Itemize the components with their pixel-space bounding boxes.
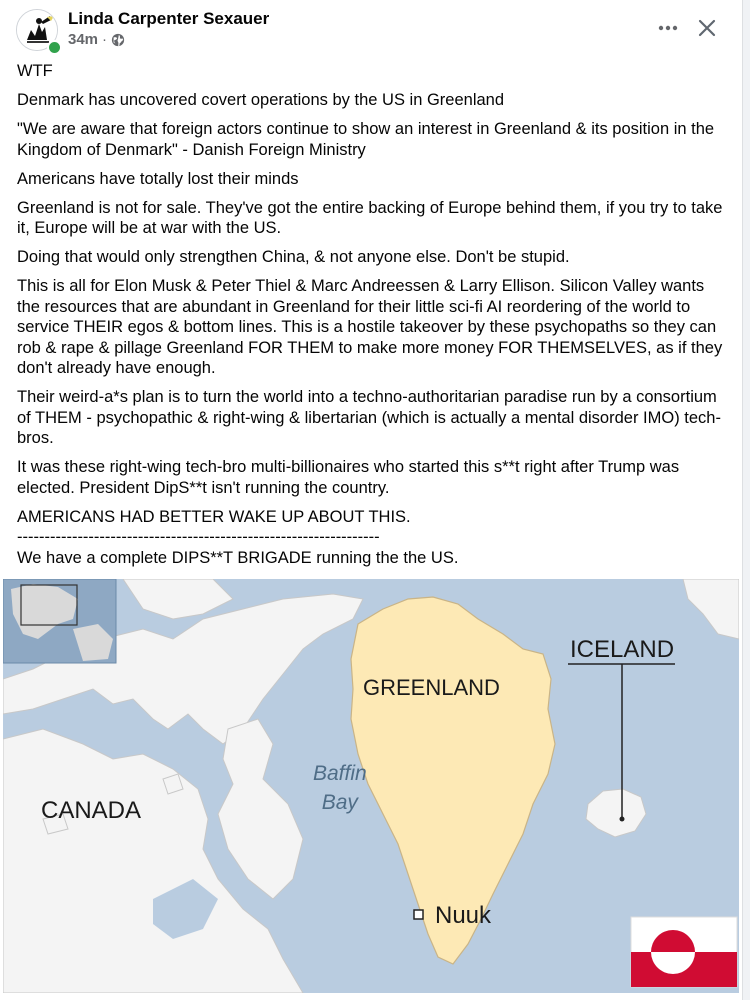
author-name[interactable]: Linda Carpenter Sexauer (68, 9, 270, 28)
nuuk-label: Nuuk (435, 902, 492, 929)
close-button[interactable] (692, 13, 722, 43)
more-dots-icon (658, 25, 678, 31)
post-time[interactable]: 34m (68, 31, 99, 48)
post-paragraph: Greenland is not for sale. They've got the entire backing of Europe behind them, if you try to take it, Europe will be at war with the US. (17, 198, 723, 237)
post-paragraph: It was these right-wing tech-bro multi-billionaires who started this s**t right after Trump was elected. President DipS**t isn't running the country. (17, 458, 680, 497)
baffin-bay-label (313, 759, 367, 817)
post-paragraph: AMERICANS HAD BETTER WAKE UP ABOUT THIS. (17, 507, 411, 526)
globe-inset-icon (3, 579, 116, 663)
greenland-label: GREENLAND (363, 675, 500, 700)
post-paragraph: WTF (17, 62, 53, 80)
post-paragraph: Denmark has uncovered covert operations by the US in Greenland (17, 91, 505, 109)
meta-separator: · (102, 31, 108, 48)
post-paragraph: "We are aware that foreign actors continue to show an interest in Greenland & its position in the Kingdom of Denmark" - Danish Foreign Ministry (17, 120, 715, 159)
post-divider-line: ------------------------------------------------------------------ (17, 528, 380, 546)
greenland-flag-icon (631, 917, 737, 987)
post-paragraph: We have a complete DIPS**T BRIGADE running the the US. (17, 548, 459, 567)
online-status-dot (47, 40, 62, 55)
globe-icon[interactable] (111, 33, 125, 47)
canada-label: CANADA (41, 797, 142, 824)
post-paragraph: This is all for Elon Musk & Peter Thiel & Marc Andreessen & Larry Ellison. Silicon Valley wants the resources that are abundant in Greenland for their little sci-fi AI reordering of the world to service THEIR egos & bottom lines. This is a hostile takeover by these psychopaths so they can rob & rape & pillage Greenland FOR THEM to make more money FOR THEMSELVES, as if they don't already have enough. (17, 277, 723, 377)
post-body (17, 61, 729, 577)
post-paragraph: Their weird-a*s plan is to turn the world into a techno-authoritarian paradise run by a consortium of THEM - psychopathic & right-wing & libertarian (which is actually a mental disorder IMO) tech-bros. (17, 388, 721, 447)
post-header (0, 0, 742, 56)
more-options-button[interactable] (652, 14, 684, 42)
baffin-label-line1: Baffin (313, 762, 367, 785)
post-paragraph: Doing that would only strengthen China, & not anyone else. Don't be stupid. (17, 248, 570, 266)
post-paragraph: Americans have totally lost their minds (17, 169, 299, 188)
map-image[interactable] (3, 579, 739, 993)
post-meta (68, 31, 125, 48)
baffin-label-line2: Bay (321, 791, 358, 814)
close-icon (697, 18, 717, 38)
iceland-label: ICELAND (570, 636, 675, 663)
